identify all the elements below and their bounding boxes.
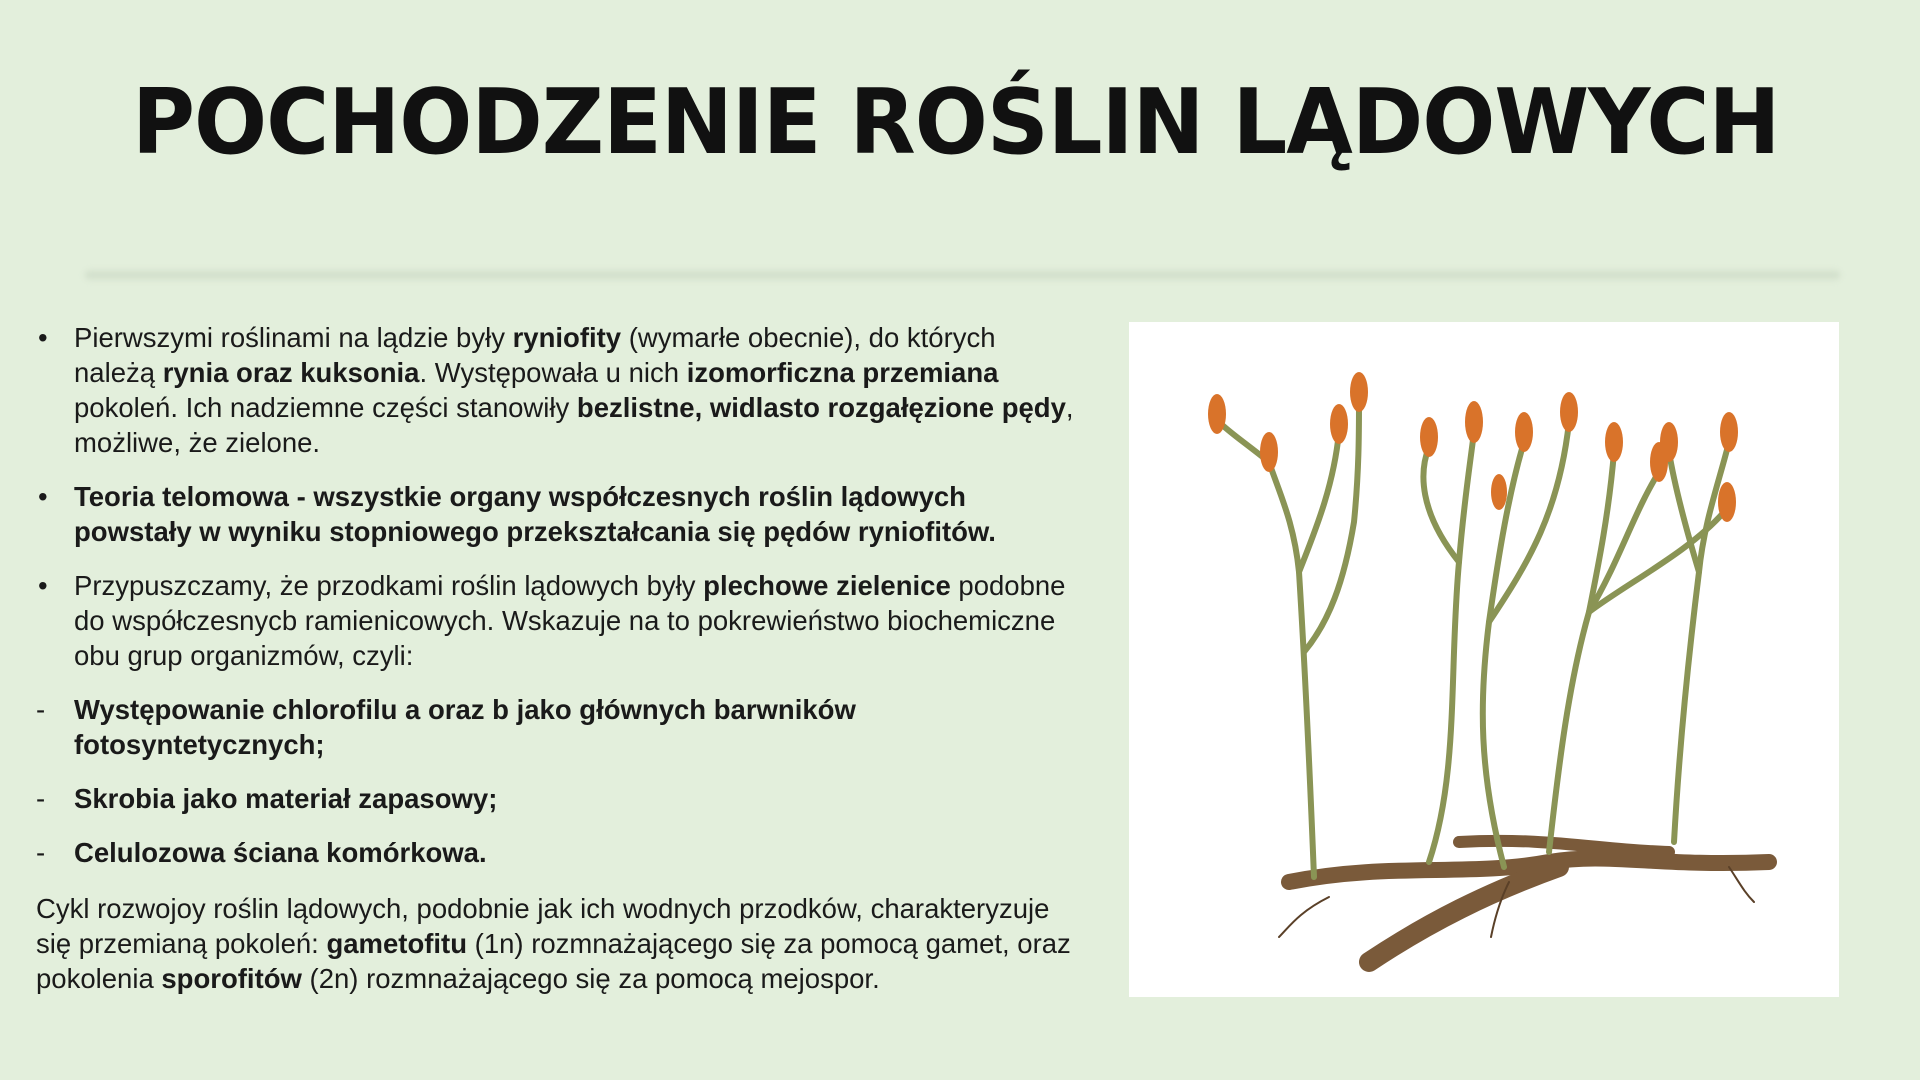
dash-marker: - — [36, 837, 46, 868]
bullet-text — [74, 781, 1076, 816]
closing-paragraph — [36, 889, 1076, 996]
bold-text: Teoria telomowa - wszystkie organy współczesnych roślin lądowych powstały w wyniku stopniowego przekształcania się pędów ryniofitów. — [74, 481, 996, 547]
bold-text: sporofitów — [161, 963, 302, 994]
text-segment: , możliwe, że zielone. — [74, 392, 1074, 458]
bullet-text — [74, 835, 1076, 870]
bold-text: gametofitu — [326, 928, 468, 959]
bullet-list-item — [36, 479, 1076, 549]
dash-marker: - — [36, 694, 46, 725]
text-segment: Cykl rozwojoy roślin lądowych, podobnie jak ich wodnych przodków, charakteryzuje się przemianą pokoleń: — [36, 893, 1050, 959]
bold-text: Występowanie chlorofilu a oraz b jako głównych barwników fotosyntetycznych; — [74, 694, 856, 760]
bullet-list-item — [36, 320, 1076, 460]
rhynia-plant-illustration — [1129, 322, 1839, 997]
bullet-marker: • — [38, 481, 48, 512]
bullet-text — [74, 568, 1076, 673]
text-segment: . Występowała u nich — [419, 357, 687, 388]
dash-list-item — [36, 692, 1076, 762]
bold-text: izomorficzna przemiana — [686, 357, 999, 388]
bullet-text — [74, 479, 1076, 549]
rhizome — [1279, 841, 1769, 962]
bullet-list-item — [36, 568, 1076, 673]
bold-text: Celulozowa ściana komórkowa. — [74, 837, 487, 868]
title-divider — [85, 268, 1840, 282]
dash-marker: - — [36, 783, 46, 814]
bold-text: ryniofity — [512, 322, 622, 353]
bullet-list — [36, 320, 1076, 870]
plant-drawing — [1129, 322, 1839, 997]
bullet-text — [74, 320, 1076, 460]
bold-text: plechowe zielenice — [703, 570, 951, 601]
bullet-marker: • — [38, 570, 48, 601]
bullet-marker: • — [38, 322, 48, 353]
text-segment: (2n) rozmnażającego się za pomocą mejospor. — [301, 963, 880, 994]
text-segment: (1n) rozmnażającego się za pomocą gamet, oraz pokolenia — [36, 928, 1071, 994]
text-segment: podobne do współczesnycb ramienicowych. Wskazuje na to pokrewieństwo biochemiczne obu grup organizmów, czyli: — [74, 570, 1066, 671]
text-segment: pokoleń. Ich nadziemne części stanowiły — [74, 392, 577, 423]
dash-list-item — [36, 781, 1076, 816]
text-segment: Przypuszczamy, że przodkami roślin lądowych były — [74, 570, 704, 601]
slide-title: POCHODZENIE ROŚLIN LĄDOWYCH — [132, 70, 1780, 175]
bold-text: rynia oraz kuksonia — [162, 357, 420, 388]
text-segment: Pierwszymi roślinami na lądzie były — [74, 322, 513, 353]
bullet-text — [74, 692, 1076, 762]
dash-list-item — [36, 835, 1076, 870]
slide-body — [36, 320, 1076, 996]
bold-text: bezlistne, widlasto rozgałęzione pędy — [576, 392, 1066, 423]
bold-text: Skrobia jako materiał zapasowy; — [74, 783, 498, 814]
text-segment: (wymarłe obecnie), do których należą — [74, 322, 996, 388]
